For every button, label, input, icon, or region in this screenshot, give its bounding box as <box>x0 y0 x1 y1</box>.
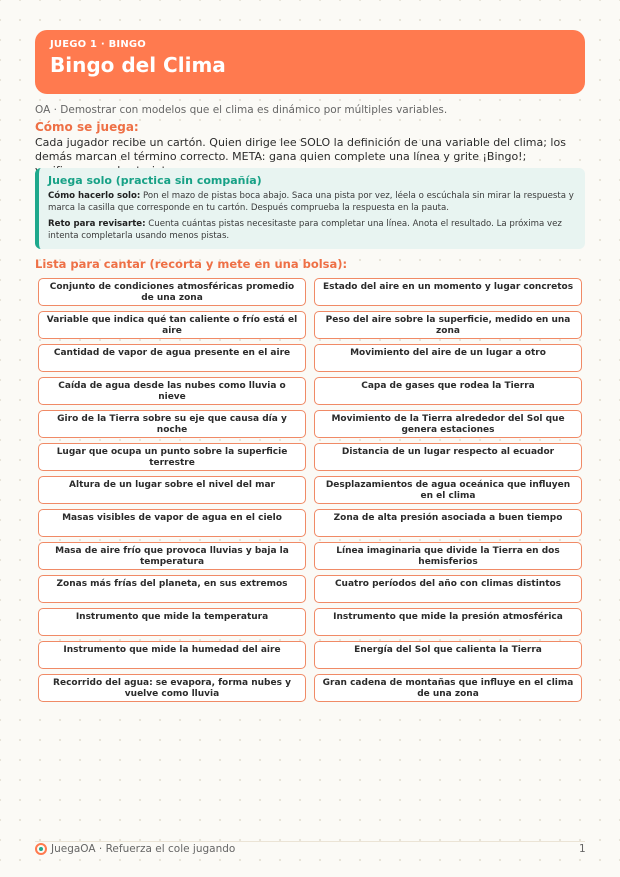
learning-objective: OA · Demostrar con modelos que el clima es dinámico por múltiples variables. <box>35 104 448 116</box>
bingo-card: Altura de un lugar sobre el nivel del mar <box>38 476 306 504</box>
bingo-card: Variable que indica qué tan caliente o frío está el aire <box>38 311 306 339</box>
howto-heading: Cómo se juega: <box>35 120 139 134</box>
header-kicker: JUEGO 1 · BINGO <box>50 39 147 50</box>
solo-challenge-paragraph <box>48 218 575 243</box>
solo-how-paragraph <box>48 190 575 215</box>
bingo-card: Gran cadena de montañas que influye en el clima de una zona <box>314 674 582 702</box>
bingo-card: Conjunto de condiciones atmosféricas promedio de una zona <box>38 278 306 306</box>
solo-play-box <box>35 168 585 249</box>
bingo-card: Recorrido del agua: se evapora, forma nubes y vuelve como lluvia <box>38 674 306 702</box>
bingo-card: Movimiento del aire de un lugar a otro <box>314 344 582 372</box>
bingo-card: Masa de aire frío que provoca lluvias y baja la temperatura <box>38 542 306 570</box>
bingo-card: Distancia de un lugar respecto al ecuador <box>314 443 582 471</box>
list-heading: Lista para cantar (recorta y mete en una bolsa): <box>35 257 348 271</box>
solo-how-text: Pon el mazo de pistas boca abajo. Saca una pista por vez, léela o escúchala sin mirar la respuesta y marca la casilla que corresponde en tu cartón. Después comprueba la respuesta en la pauta. <box>48 191 574 214</box>
brand-logo-icon <box>35 843 47 855</box>
solo-heading: Juega solo (practica sin compañía) <box>48 174 262 187</box>
bingo-card: Cuatro períodos del año con climas distintos <box>314 575 582 603</box>
bingo-card: Energía del Sol que calienta la Tierra <box>314 641 582 669</box>
footer-brand: JuegaOA · Refuerza el cole jugando <box>51 843 236 855</box>
page-header <box>35 30 585 94</box>
bingo-card: Peso del aire sobre la superficie, medido en una zona <box>314 311 582 339</box>
solo-challenge-label: Reto para revisarte: <box>48 218 146 229</box>
page-number: 1 <box>579 843 586 855</box>
solo-challenge-text: Cuenta cuántas pistas necesitaste para completar una línea. Anota el resultado. La próxima vez intenta completarla usando menos pistas. <box>48 218 562 242</box>
bingo-card: Masas visibles de vapor de agua en el cielo <box>38 509 306 537</box>
bingo-card: Estado del aire en un momento y lugar concretos <box>314 278 582 306</box>
bingo-card: Zonas más frías del planeta, en sus extremos <box>38 575 306 603</box>
page-title: Bingo del Clima <box>50 53 226 77</box>
bingo-card: Capa de gases que rodea la Tierra <box>314 377 582 405</box>
bingo-card: Instrumento que mide la presión atmosférica <box>314 608 582 636</box>
bingo-card-grid <box>38 278 582 702</box>
footer-divider <box>35 841 585 842</box>
solo-how-label: Cómo hacerlo solo: <box>48 191 141 201</box>
bingo-card: Línea imaginaria que divide la Tierra en dos hemisferios <box>314 542 582 570</box>
bingo-card: Giro de la Tierra sobre su eje que causa día y noche <box>38 410 306 438</box>
bingo-card: Instrumento que mide la humedad del aire <box>38 641 306 669</box>
bingo-card: Movimiento de la Tierra alrededor del Sol que genera estaciones <box>314 410 582 438</box>
bingo-card: Caída de agua desde las nubes como lluvia o nieve <box>38 377 306 405</box>
bingo-card: Lugar que ocupa un punto sobre la superficie terrestre <box>38 443 306 471</box>
bingo-card: Cantidad de vapor de agua presente en el aire <box>38 344 306 372</box>
howto-text: Cada jugador recibe un cartón. Quien dirige lee SOLO la definición de una variable del clima; los demás marcan el término correcto. META: gana quien complete una línea y grite ¡Bingo!; <box>35 136 566 163</box>
bingo-card: Zona de alta presión asociada a buen tiempo <box>314 509 582 537</box>
bingo-card: Desplazamientos de agua oceánica que influyen en el clima <box>314 476 582 504</box>
bingo-card: Instrumento que mide la temperatura <box>38 608 306 636</box>
